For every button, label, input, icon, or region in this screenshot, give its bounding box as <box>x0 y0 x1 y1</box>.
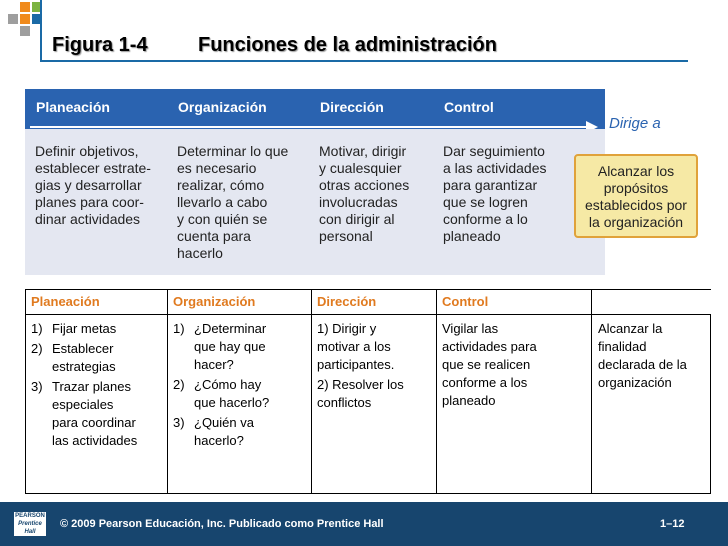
figure-number: Figura 1-4 <box>52 34 148 56</box>
header-vertical-rule <box>40 0 42 60</box>
table-cell-control: Vigilar las actividades para que se realicen conforme a los planeado <box>442 321 537 408</box>
figure-header-control: Control <box>444 99 494 115</box>
page-title <box>52 34 497 57</box>
table-col-divider <box>311 290 312 493</box>
list-item: 1) Fijar metas <box>31 321 117 336</box>
table-col-divider <box>167 290 168 493</box>
list-item: 2) Establecer estrategias <box>31 341 116 374</box>
table-cell-organizacion <box>173 320 309 450</box>
list-item: 3) Trazar planes especiales para coordinar las actividades <box>31 379 138 448</box>
arrow-label: Dirige a <box>609 115 661 132</box>
table-cell-direccion: 1) Dirigir y motivar a los participantes. 2) Resolver los conflictos <box>317 321 404 410</box>
table-header-direccion: Dirección <box>317 294 377 309</box>
decor-square <box>20 2 30 12</box>
figure-header-organizacion: Organización <box>178 99 267 115</box>
figure-title: Funciones de la administración <box>198 34 497 56</box>
table-goal-header-blank <box>591 290 711 314</box>
figure-header-direccion: Dirección <box>320 99 384 115</box>
table-header-organizacion: Organización <box>173 294 256 309</box>
flow-arrow-line <box>30 126 590 128</box>
figure-header-planeacion: Planeación <box>36 99 110 115</box>
figure-text-control: Dar seguimiento a las actividades para garantizar que se logren conforme a lo planeado <box>443 143 547 244</box>
list-item: 3) ¿Quién va hacerlo? <box>173 415 254 448</box>
header-rule <box>40 60 688 62</box>
figure-text-planeacion: Definir objetivos, establecer estrate- gias y desarrollar planes para coor- dinar actividades <box>35 143 151 227</box>
table-col-divider <box>436 290 437 493</box>
figure-text-direccion: Motivar, dirigir y cualesquier otras acciones involucradas con dirigir al personal <box>319 143 410 244</box>
decor-square <box>20 26 30 36</box>
table-header-planeacion: Planeación <box>31 294 100 309</box>
table-header-control: Control <box>442 294 489 309</box>
figure-header-bar <box>25 89 605 129</box>
table-header-divider <box>26 314 710 315</box>
copyright-text: © 2009 Pearson Educación, Inc. Publicado como Prentice Hall <box>60 518 384 530</box>
goal-box: Alcanzar los propósitos establecidos por la organización <box>574 154 698 238</box>
page-number: 1–12 <box>660 518 685 530</box>
list-item: 2) ¿Cómo hay que hacerlo? <box>173 377 270 410</box>
pearson-logo: PEARSON Prentice Hall <box>15 513 45 535</box>
figure-body <box>25 129 605 275</box>
functions-table <box>25 289 711 494</box>
figure-text-organizacion: Determinar lo que es necesario realizar, cómo llevarlo a cabo y con quién se cuenta para hacerlo <box>177 143 289 261</box>
decor-square <box>20 14 30 24</box>
list-item: 1) ¿Determinar que hay que hacer? <box>173 321 267 372</box>
table-cell-planeacion <box>31 320 165 450</box>
decor-square <box>8 14 18 24</box>
table-col-divider <box>591 290 592 493</box>
table-cell-goal: Alcanzar la finalidad declarada de la organización <box>598 321 687 390</box>
